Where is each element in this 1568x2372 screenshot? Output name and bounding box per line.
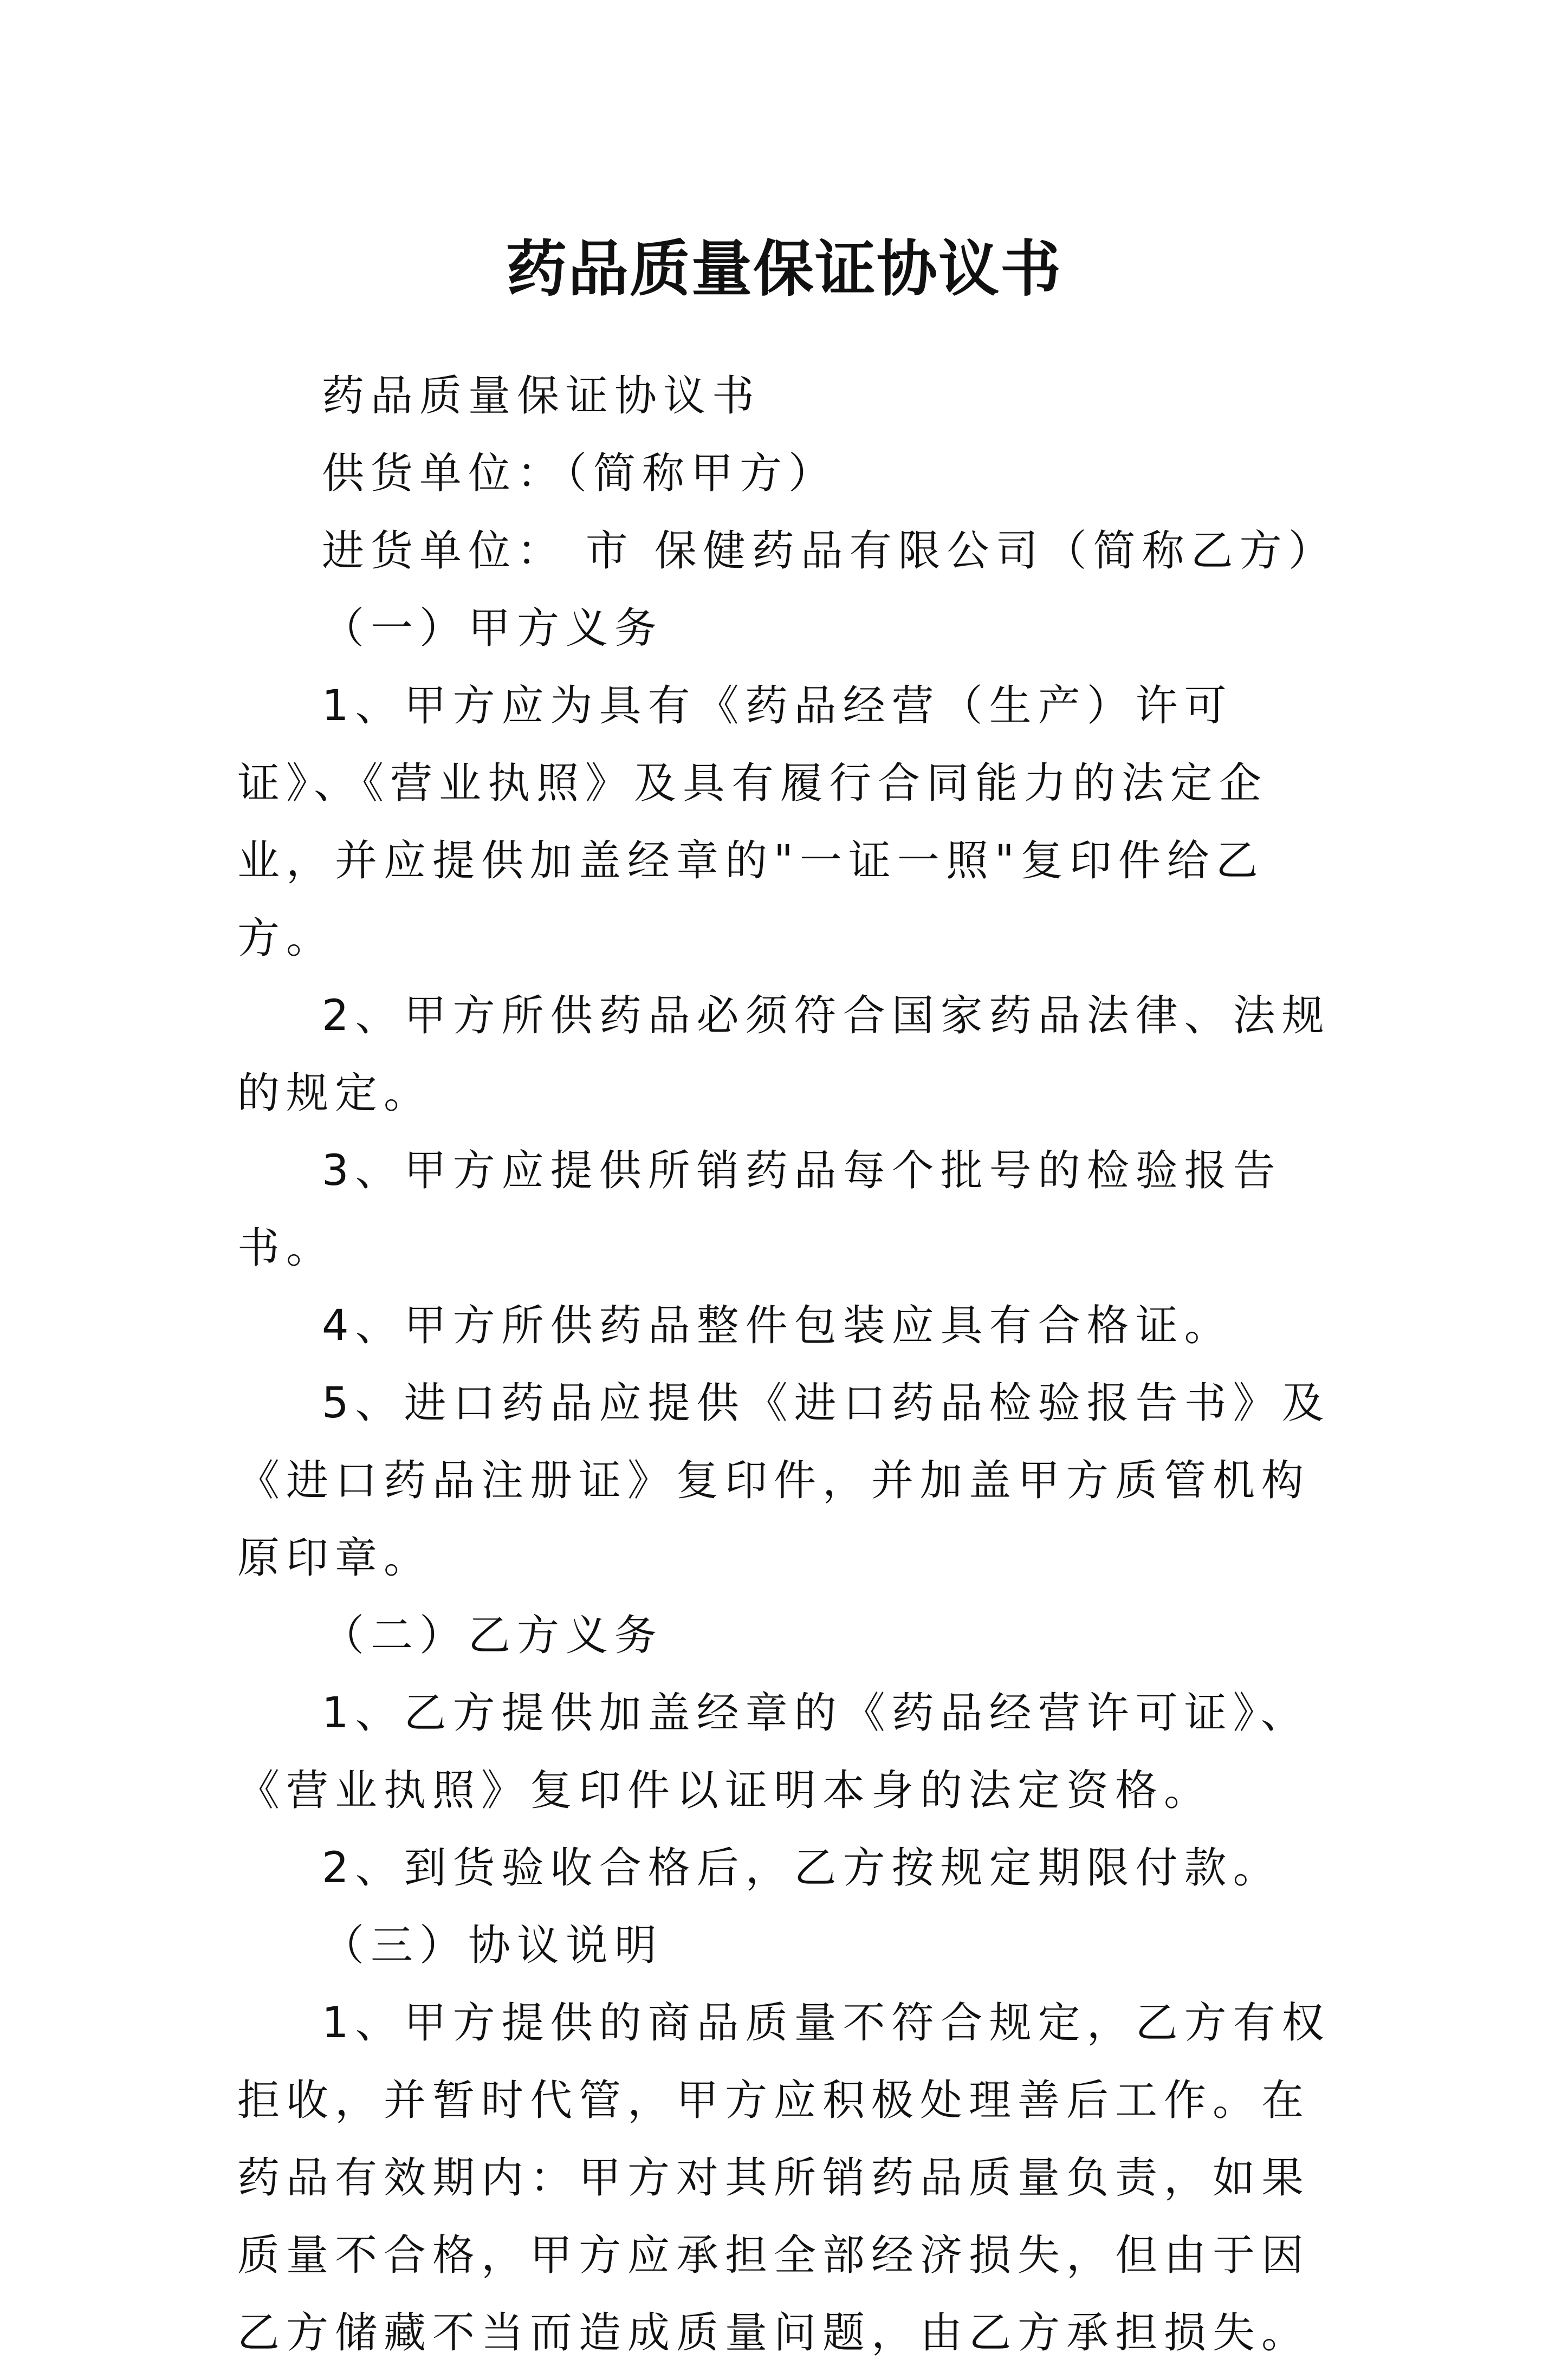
paragraph-heading: 药品质量保证协议书 — [322, 372, 761, 420]
clause-b-2: 2、到货验收合格后，乙方按规定期限付款。 — [322, 1844, 1282, 1893]
clause-notes-1: 1、甲方提供的商品质量不符合规定，乙方有权拒收，并暂时代管，甲方应积极处理善后工作。在药品有效期内：甲方对其所销药品质量负责，如果质量不合格，甲方应承担全部经济损失，但由于因乙方储藏不当而造成质量问题，由乙方承担损失。 — [237, 1999, 1331, 2357]
clause-a-5: 5、进口药品应提供《进口药品检验报告书》及《进口药品注册证》复印件，并加盖甲方质管机构原印章。 — [237, 1379, 1331, 1583]
clause-a-2: 2、甲方所供药品必须符合国家药品法律、法规的规定。 — [237, 991, 1331, 1118]
clause-b-1: 1、乙方提供加盖经章的《药品经营许可证》、《营业执照》复印件以证明本身的法定资格。 — [237, 1689, 1310, 1815]
document-body — [237, 358, 1349, 2372]
section-heading-party-b: （二）乙方义务 — [322, 1611, 664, 1660]
clause-a-4: 4、甲方所供药品整件包装应具有合格证。 — [322, 1301, 1233, 1350]
paragraph-purchaser: 进货单位： 市 保健药品有限公司（简称乙方） — [322, 527, 1337, 575]
paragraph-supplier: 供货单位：（简称甲方） — [322, 449, 838, 498]
section-heading-party-a: （一）甲方义务 — [322, 604, 664, 653]
document-title: 药品质量保证协议书 — [506, 234, 1062, 305]
clause-a-1: 1、甲方应为具有《药品经营（生产）许可证》、《营业执照》及具有履行合同能力的法定企业，并应提供加盖经章的"一证一照"复印件给乙方。 — [237, 682, 1268, 963]
section-heading-notes: （三）协议说明 — [322, 1921, 664, 1970]
clause-a-3: 3、甲方应提供所销药品每个批号的检验报告书。 — [237, 1146, 1282, 1273]
